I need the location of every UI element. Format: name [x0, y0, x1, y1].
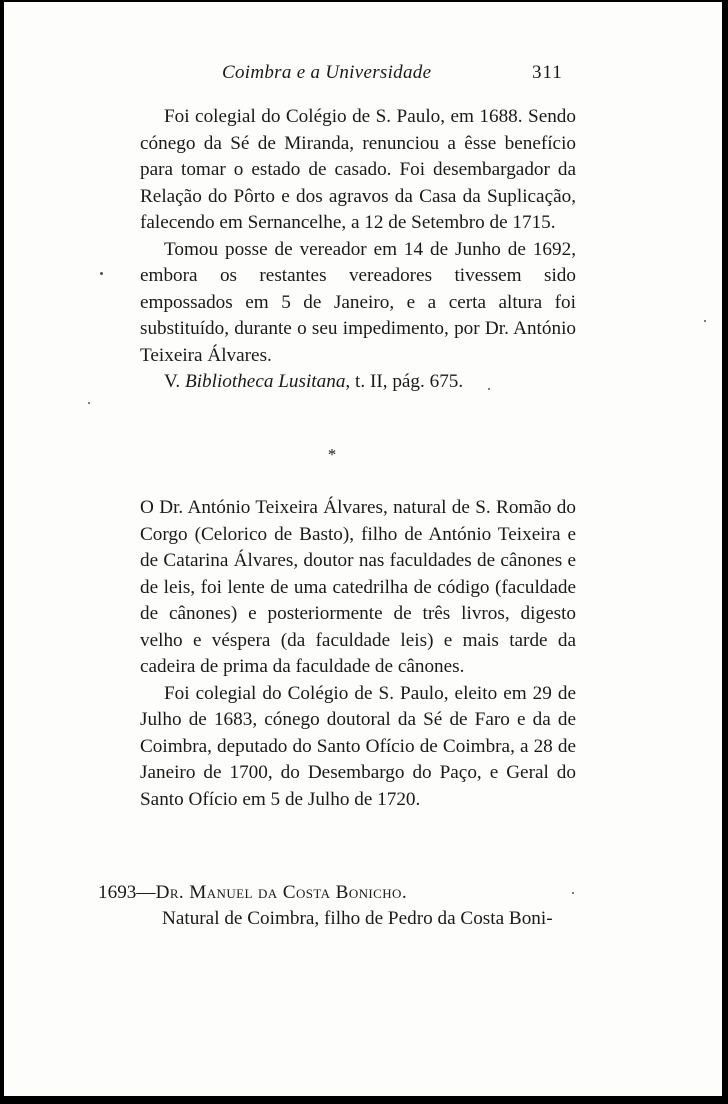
paragraph: Tomou posse de vereador em 14 de Junho de 1692, embora os restantes vereadores tivessem sido empossados em 5 de Janeiro, e a certa altura foi substituído, durante o seu impedimento, por Dr. António Teixeira Álvares. — [140, 238, 576, 366]
running-title: Coimbra e a Universidade — [222, 62, 432, 83]
entry-heading — [98, 882, 407, 904]
entry-year: 1693— — [98, 882, 156, 903]
paragraph: Foi colegial do Colégio de S. Paulo, eleito em 29 de Julho de 1683, cónego doutoral da Sé de Faro e da de Coimbra, deputado do Santo Ofício de Coimbra, a 28 de Janeiro de 1700, do Desembargo do Paço, e Geral do Santo Ofício em 5 de Julho de 1720. — [140, 682, 576, 810]
paper-speck — [704, 320, 706, 322]
reference-suffix: , t. II, pág. 675. — [345, 371, 464, 392]
section-separator: * — [327, 445, 337, 464]
paragraph: Foi colegial do Colégio de S. Paulo, em 1688. Sendo cónego da Sé de Miranda, renunciou a êsse benefício para tomar o estado de casado. Foi desembargador da Relação do Pôrto e dos agravos da Casa da Suplicação, falecendo em Sernancelhe, a 12 de Setembro de 1715. — [140, 106, 576, 233]
entry-name: Dr. Manuel da Costa Bonicho. — [155, 882, 408, 903]
paragraph: O Dr. António Teixeira Álvares, natural de S. Romão do Corgo (Celorico de Basto), filho de António Teixeira e de Catarina Álvares, doutor nas faculdades de cânones e de leis, foi lente de uma catedrilha de código (faculdade de cânones) e posteriormente de três livros, digesto velho e véspera (da faculdade leis) e mais tarde da cadeira de prima da faculdade de cânones. — [140, 497, 576, 677]
page-number: 311 — [532, 62, 563, 83]
bibliographic-reference — [140, 369, 576, 396]
paper-speck — [88, 402, 90, 404]
text-section-2 — [140, 495, 576, 813]
paper-speck — [488, 388, 490, 390]
text-section-1 — [140, 104, 576, 396]
reference-work-title: Bibliotheca Lusitana — [184, 371, 346, 392]
paper-speck — [572, 892, 574, 894]
paper-speck — [100, 272, 103, 275]
reference-prefix: V. — [164, 371, 181, 392]
entry-first-line: Natural de Coimbra, filho de Pedro da Costa Boni- — [162, 908, 553, 929]
page-header — [4, 62, 722, 92]
book-page — [4, 2, 722, 1096]
